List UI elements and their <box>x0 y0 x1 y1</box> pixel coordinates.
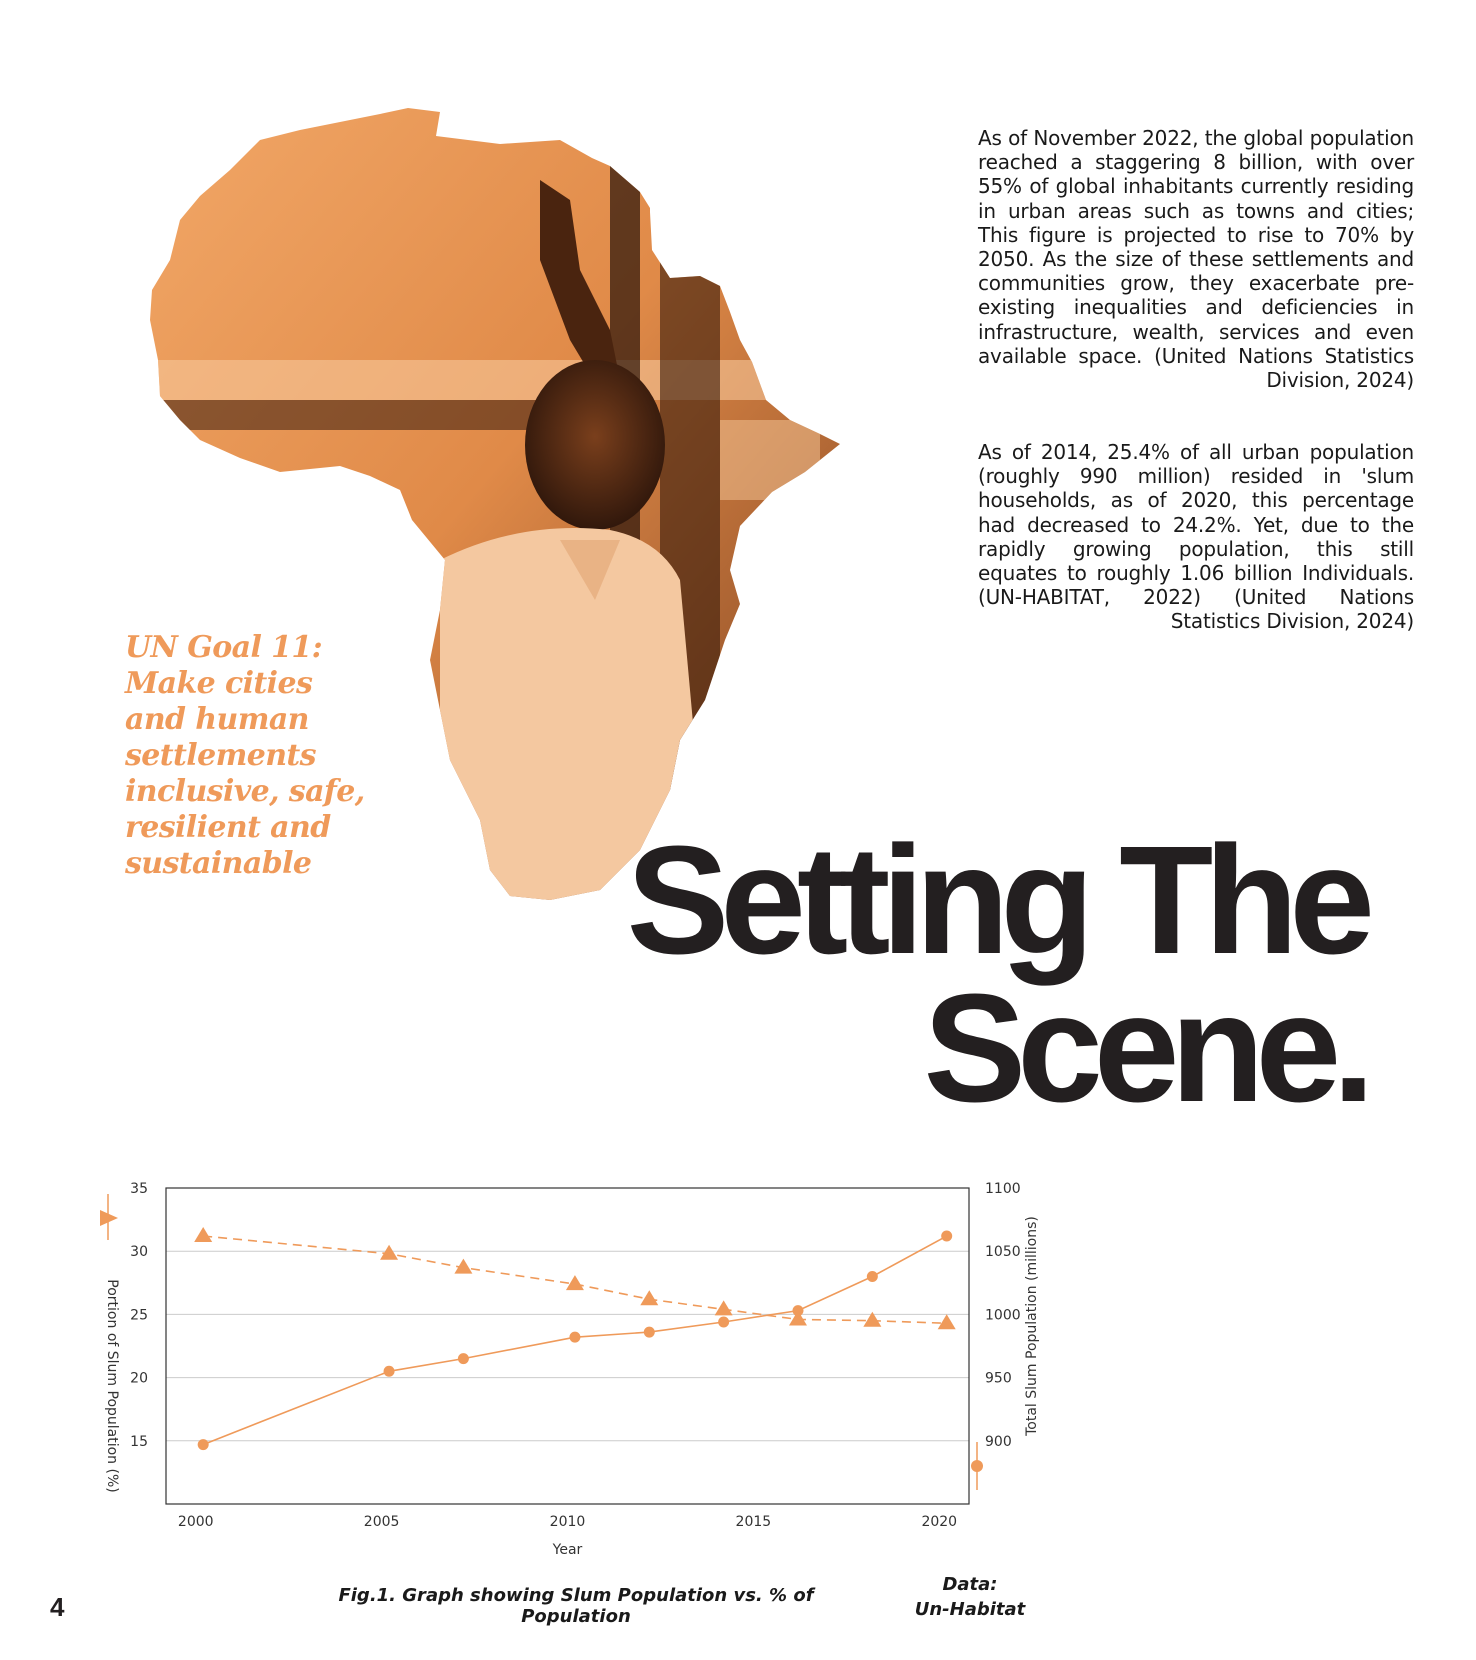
data-point-circle <box>198 1439 209 1450</box>
legend-circle-marker <box>971 1460 983 1472</box>
y-tick-label: 25 <box>130 1307 148 1324</box>
title-line: Setting The <box>626 814 1366 986</box>
data-point-triangle <box>194 1227 212 1242</box>
goal-line: and human <box>125 702 309 737</box>
figure-caption: Fig.1. Graph showing Slum Population vs. % of Population <box>338 1585 814 1627</box>
source-label: Data: <box>942 1574 998 1595</box>
y2-tick-label: 1000 <box>985 1307 1021 1324</box>
data-point-triangle <box>715 1300 733 1315</box>
data-point-circle <box>644 1327 655 1338</box>
y2-tick-label: 900 <box>985 1433 1012 1450</box>
x-axis-label: Year <box>552 1542 583 1558</box>
page-title <box>466 814 1366 1134</box>
data-point-circle <box>867 1271 878 1282</box>
plot-frame <box>166 1188 969 1504</box>
goal-line: settlements <box>125 738 316 773</box>
page-number: 4 <box>50 1592 65 1622</box>
source-name: Un-Habitat <box>914 1599 1026 1620</box>
intro-paragraph: As of November 2022, the global population reached a staggering 8 billion, with over 55% of global inhabitants currently residing in urban areas such as towns and cities; This figure is projected to rise to 70% by 2050. As the size of these settlements and communities grow, they exacerbate pre-existing inequalities and deficiencies in infrastructure, wealth, services and even available space. (United Nations Statistics Division, 2024) <box>978 126 1414 393</box>
goal-line: Make cities <box>125 666 313 701</box>
data-point-circle <box>792 1305 803 1316</box>
x-tick-label: 2010 <box>549 1514 586 1530</box>
y2-axis-label: Total Slum Population (millions) <box>1024 1216 1040 1436</box>
slum-population-chart <box>96 1172 1076 1572</box>
x-tick-label: 2000 <box>177 1514 214 1530</box>
x-tick-label: 2005 <box>363 1514 400 1530</box>
y-tick-label: 15 <box>130 1433 148 1450</box>
data-point-triangle <box>380 1245 398 1260</box>
goal-line: inclusive, safe, <box>125 774 365 809</box>
x-tick-label: 2015 <box>735 1514 772 1530</box>
un-goal-callout <box>125 630 385 882</box>
title-line: Scene. <box>923 962 1366 1134</box>
data-point-triangle <box>640 1290 658 1305</box>
data-point-circle <box>384 1366 395 1377</box>
y2-tick-label: 950 <box>985 1370 1012 1387</box>
y-tick-label: 30 <box>130 1244 148 1261</box>
data-source <box>900 1572 1040 1622</box>
y-tick-label: 35 <box>130 1181 148 1197</box>
y-axis-label: Portion of Slum Population (%) <box>104 1279 120 1493</box>
x-tick-label: 2020 <box>921 1514 958 1530</box>
goal-line: sustainable <box>125 846 312 881</box>
y2-tick-label: 1050 <box>985 1244 1021 1261</box>
data-point-triangle <box>938 1314 956 1329</box>
data-point-circle <box>718 1316 729 1327</box>
data-point-circle <box>569 1332 580 1343</box>
data-point-circle <box>941 1231 952 1242</box>
data-point-circle <box>458 1353 469 1364</box>
legend-triangle-marker <box>100 1210 118 1226</box>
y2-tick-label: 1100 <box>985 1181 1021 1197</box>
goal-line: UN Goal 11: <box>125 630 323 665</box>
goal-line: resilient and <box>125 810 331 845</box>
y-tick-label: 20 <box>130 1370 148 1387</box>
statistics-paragraph: As of 2014, 25.4% of all urban population (roughly 990 million) resided in 'slum households, as of 2020, this percentage had decreased to 24.2%. Yet, due to the rapidly growing population, this still equates to roughly 1.06 billion Individuals. (UN-HABITAT, 2022) (United Nations Statistics Division, 2024) <box>978 440 1414 634</box>
